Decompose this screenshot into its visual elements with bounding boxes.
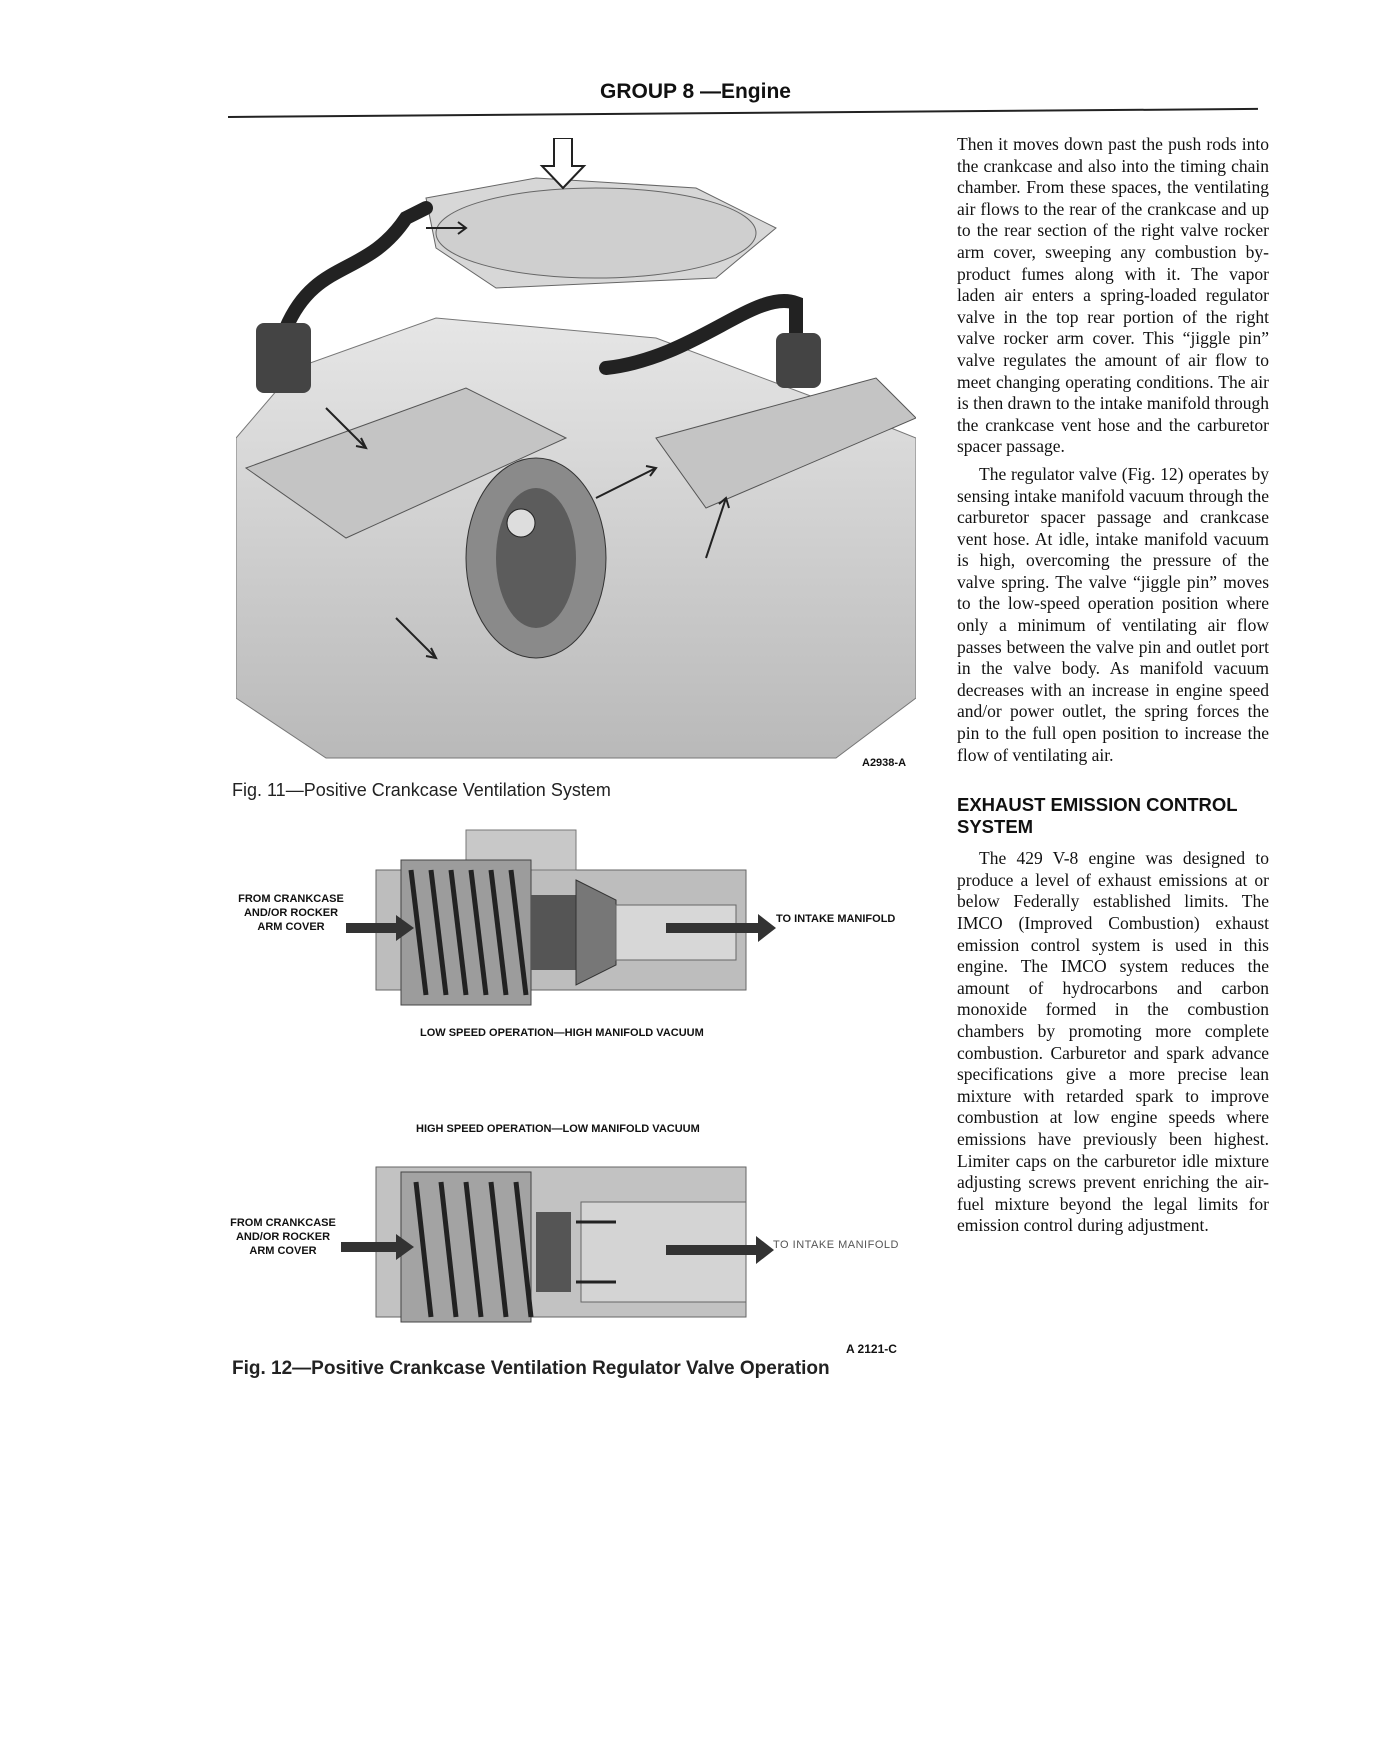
page-header: GROUP 8 —Engine	[600, 80, 791, 103]
header-rule	[228, 108, 1258, 118]
paragraph-1: Then it moves down past the push rods into the crankcase and also into the timing chain chamber. From these spaces, the ventilating air flows to the rear of the crankcase and up to the rear section of the right valve rocker arm cover, sweeping any combustion by-product fumes along with it. The vapor laden air enters a spring-loaded regulator valve in the top rear portion of the right valve rocker arm cover. This “jiggle pin” valve regulates the amount of air flow to meet changing operating conditions. The air is then drawn to the intake manifold through the crankcase vent hose and the carburetor spacer passage.	[957, 134, 1269, 457]
paragraph-2: The regulator valve (Fig. 12) operates by sensing intake manifold vacuum through the carburetor spacer passage and crankcase vent hose. At idle, intake manifold vacuum is high, overcoming the pressure of the valve spring. The valve “jiggle pin” moves to the low-speed operation position where only a minimum of ventilating air flow passes between the valve pin and outlet port in the valve body. As manifold vacuum decreases with an increase in engine speed and/or power outlet, the spring forces the pin to the full open position to increase the flow of ventilating air.	[957, 463, 1269, 765]
fig12-code: A 2121-C	[846, 1342, 897, 1356]
text-column	[957, 134, 1269, 1237]
low-speed-caption: LOW SPEED OPERATION—HIGH MANIFOLD VACUUM	[420, 1027, 704, 1039]
section-heading: EXHAUST EMISSION CONTROL SYSTEM	[957, 794, 1238, 838]
engine-illustration	[236, 138, 916, 768]
fig11-caption: Fig. 11—Positive Crankcase Ventilation System	[232, 780, 611, 800]
to-intake-label-1: TO INTAKE MANIFOLD	[776, 913, 896, 925]
fig12-caption: Fig. 12—Positive Crankcase Ventilation Regulator Valve Operation	[232, 1358, 830, 1379]
to-intake-label-2: TO INTAKE MANIFOLD	[773, 1239, 899, 1251]
high-speed-caption: HIGH SPEED OPERATION—LOW MANIFOLD VACUUM	[416, 1123, 700, 1135]
from-crankcase-label-2: FROM CRANKCASE AND/OR ROCKER ARM COVER	[230, 1217, 336, 1257]
high-speed-valve-diagram	[236, 1152, 926, 1352]
fig11-code: A2938-A	[862, 757, 907, 769]
from-crankcase-label-1: FROM CRANKCASE AND/OR ROCKER ARM COVER	[238, 893, 344, 933]
paragraph-3: The 429 V-8 engine was designed to produce a level of exhaust emissions at or below Federally established limits. The IMCO (Improved Combustion) exhaust emission control system is used in this engine. The IMCO system reduces the amount of hydrocarbons and carbon monoxide formed in the combustion chambers by promoting more complete combustion. Carburetor and spark advance specifications give a more precise lean mixture with retarded spark to improve combustion at low engine speeds where emissions have previously been highest. Limiter caps on the carburetor idle mixture adjusting screws prevent enriching the air-fuel mixture beyond the legal limits for emission control during adjustment.	[957, 848, 1269, 1236]
